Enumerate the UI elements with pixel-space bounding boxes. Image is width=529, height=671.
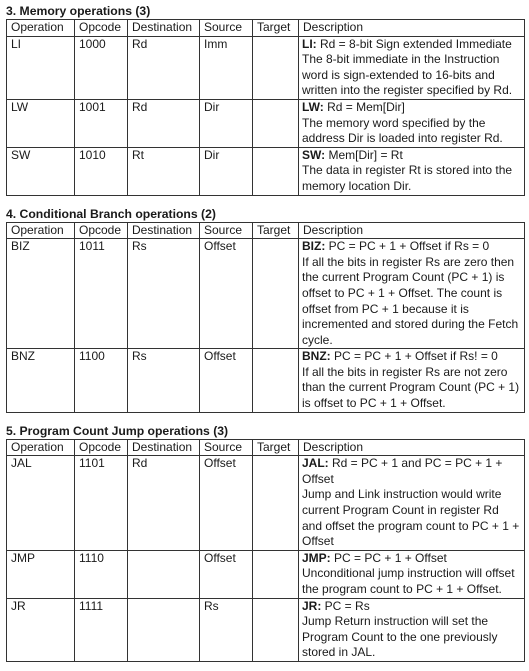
- table-header-row: [7, 439, 525, 456]
- header-description: Description: [299, 222, 525, 239]
- operation-cell: LW: [7, 99, 75, 147]
- header-source: Source: [200, 439, 253, 456]
- description-mnemonic: SW:: [302, 147, 326, 162]
- description-text: Unconditional jump instruction will offset the program count to PC + 1 + Offset.: [302, 566, 515, 596]
- table-row: [7, 239, 525, 349]
- header-description: Description: [299, 20, 525, 37]
- description-mnemonic: JR:: [302, 598, 322, 613]
- opcode-cell: 1000: [75, 36, 128, 99]
- description-cell: [299, 99, 525, 147]
- description-formula: [302, 100, 522, 116]
- header-opcode: Opcode: [75, 439, 128, 456]
- header-opcode: Opcode: [75, 222, 128, 239]
- operation-cell: BNZ: [7, 349, 75, 412]
- section-memory-operations: [6, 4, 524, 196]
- header-operation: Operation: [7, 222, 75, 239]
- operation-cell: JMP: [7, 550, 75, 598]
- destination-cell: Rd: [128, 36, 200, 99]
- table-row: [7, 147, 525, 195]
- operation-cell: BIZ: [7, 239, 75, 349]
- description-formula: [302, 551, 522, 567]
- header-description: Description: [299, 439, 525, 456]
- opcode-cell: 1010: [75, 147, 128, 195]
- source-cell: Imm: [200, 36, 253, 99]
- description-expression: PC = PC + 1 + Offset: [330, 550, 447, 565]
- target-cell: [253, 239, 299, 349]
- destination-cell: Rs: [128, 239, 200, 349]
- target-cell: [253, 349, 299, 412]
- description-expression: Rd = Mem[Dir]: [323, 99, 405, 114]
- header-source: Source: [200, 222, 253, 239]
- table-header-row: [7, 20, 525, 37]
- source-cell: Offset: [200, 239, 253, 349]
- target-cell: [253, 598, 299, 661]
- description-formula: [302, 37, 522, 53]
- description-cell: [299, 550, 525, 598]
- header-opcode: Opcode: [75, 20, 128, 37]
- opcode-cell: 1100: [75, 349, 128, 412]
- table-row: [7, 36, 525, 99]
- operation-cell: JAL: [7, 456, 75, 551]
- header-target: Target: [253, 222, 299, 239]
- description-expression: Rd = PC + 1 and PC = PC + 1 + Offset: [302, 456, 503, 486]
- source-cell: Offset: [200, 456, 253, 551]
- section-program-count-jump-operations: [6, 424, 524, 662]
- conditional-branch-table: [6, 222, 525, 413]
- destination-cell: Rd: [128, 456, 200, 551]
- opcode-cell: 1011: [75, 239, 128, 349]
- description-mnemonic: LW:: [302, 99, 324, 114]
- description-expression: PC = Rs: [321, 598, 370, 613]
- target-cell: [253, 456, 299, 551]
- description-formula: [302, 599, 522, 615]
- table-row: [7, 349, 525, 412]
- description-mnemonic: BIZ:: [302, 239, 326, 254]
- opcode-cell: 1101: [75, 456, 128, 551]
- description-formula: [302, 456, 522, 487]
- description-cell: [299, 147, 525, 195]
- destination-cell: [128, 550, 200, 598]
- description-cell: [299, 349, 525, 412]
- source-cell: Dir: [200, 147, 253, 195]
- description-text: If all the bits in register Rs are not zero than the current Program Count (PC + 1) is offset to PC + 1 + Offset.: [302, 364, 520, 411]
- section-title: 5. Program Count Jump operations (3): [6, 423, 229, 438]
- target-cell: [253, 36, 299, 99]
- operation-cell: SW: [7, 147, 75, 195]
- program-count-jump-table: [6, 439, 525, 662]
- header-destination: Destination: [128, 222, 200, 239]
- opcode-cell: 1001: [75, 99, 128, 147]
- section-title: 4. Conditional Branch operations (2): [6, 206, 216, 221]
- description-text: The data in register Rt is stored into the memory location Dir.: [302, 163, 513, 193]
- description-cell: [299, 239, 525, 349]
- description-formula: [302, 349, 522, 365]
- table-row: [7, 99, 525, 147]
- target-cell: [253, 550, 299, 598]
- description-expression: PC = PC + 1 + Offset if Rs = 0: [325, 239, 490, 254]
- description-cell: [299, 36, 525, 99]
- source-cell: Rs: [200, 598, 253, 661]
- description-mnemonic: BNZ:: [302, 349, 331, 364]
- table-row: [7, 550, 525, 598]
- header-target: Target: [253, 439, 299, 456]
- header-destination: Destination: [128, 20, 200, 37]
- header-source: Source: [200, 20, 253, 37]
- source-cell: Offset: [200, 550, 253, 598]
- section-title: 3. Memory operations (3): [6, 4, 151, 18]
- memory-operations-table: [6, 19, 525, 196]
- table-header-row: [7, 222, 525, 239]
- operation-cell: JR: [7, 598, 75, 661]
- table-row: [7, 456, 525, 551]
- description-expression: Mem[Dir] = Rt: [325, 147, 403, 162]
- opcode-cell: 1111: [75, 598, 128, 661]
- section-conditional-branch-operations: [6, 207, 524, 413]
- target-cell: [253, 99, 299, 147]
- opcode-cell: 1110: [75, 550, 128, 598]
- target-cell: [253, 147, 299, 195]
- description-expression: PC = PC + 1 + Offset if Rs! = 0: [330, 349, 498, 364]
- description-mnemonic: JAL:: [302, 456, 329, 471]
- document-page: [6, 4, 524, 662]
- header-destination: Destination: [128, 439, 200, 456]
- header-operation: Operation: [7, 20, 75, 37]
- description-text: The 8-bit immediate in the Instruction word is sign-extended to 16-bits and written into the register specified by Rd.: [302, 52, 513, 98]
- description-cell: [299, 456, 525, 551]
- destination-cell: Rd: [128, 99, 200, 147]
- header-operation: Operation: [7, 439, 75, 456]
- destination-cell: [128, 598, 200, 661]
- description-text: The memory word specified by the address Dir is loaded into register Rd.: [302, 115, 503, 146]
- description-formula: [302, 239, 522, 255]
- source-cell: Dir: [200, 99, 253, 147]
- operation-cell: LI: [7, 36, 75, 99]
- description-mnemonic: JMP:: [302, 550, 331, 565]
- description-mnemonic: LI:: [302, 36, 317, 51]
- source-cell: Offset: [200, 349, 253, 412]
- description-formula: [302, 148, 522, 164]
- table-row: [7, 598, 525, 661]
- description-text: Jump and Link instruction would write current Program Count in register Rd and offset the program count to PC + 1 + Offset: [302, 487, 520, 549]
- destination-cell: Rs: [128, 349, 200, 412]
- header-target: Target: [253, 20, 299, 37]
- destination-cell: Rt: [128, 147, 200, 195]
- description-text: If all the bits in register Rs are zero then the current Program Count (PC + 1) is offset to PC + 1 + Offset. The count is offset from PC + 1 because it is incremented and stored during the Fetch cycle.: [302, 254, 519, 347]
- description-cell: [299, 598, 525, 661]
- description-expression: Rd = 8-bit Sign extended Immediate: [316, 36, 512, 51]
- description-text: Jump Return instruction will set the Program Count to the one previously stored in JAL.: [302, 614, 498, 660]
